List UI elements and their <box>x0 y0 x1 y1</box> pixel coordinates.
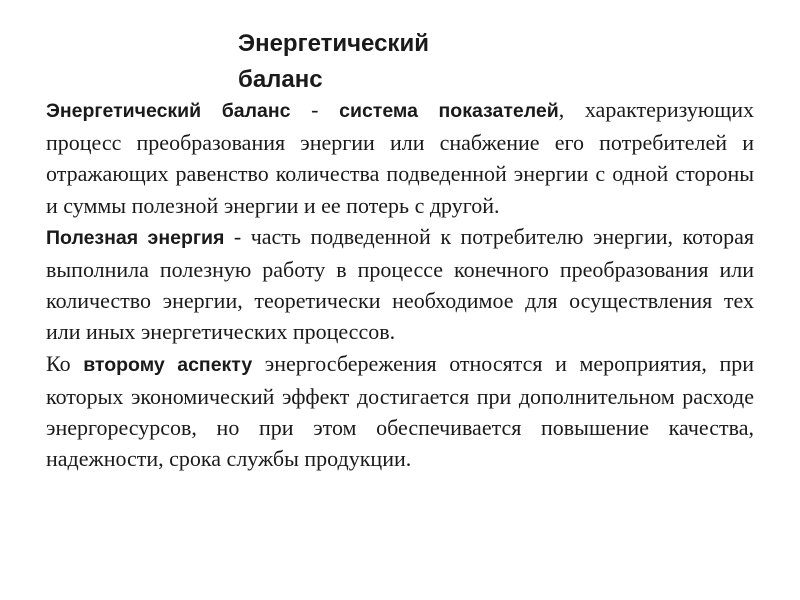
term-indicator-system: система показателей <box>339 100 559 122</box>
term-useful-energy: Полезная энергия <box>46 226 225 249</box>
term-second-aspect: второму аспекту <box>83 353 253 376</box>
definition-second-aspect: энергосбережения относятся и мероприятия, при которых экономический эффект достигается при дополнительном расходе энергоресурсов, но при этом обеспечивается повышение качества, надежности, срока службы продукции. <box>46 350 754 472</box>
paragraph-energy-balance <box>46 94 754 221</box>
lead-text: Ко <box>46 350 84 376</box>
term-energy-balance: Энергетический баланс <box>46 100 291 122</box>
definition-useful-energy: - часть подведенной к потребителю энергии, которая выполнила полезную работу в процессе конечного преобразования или количество энергии, теоретически необходимое для осуществления тех или иных энергетических процессов. <box>46 223 754 345</box>
separator: - <box>290 97 340 122</box>
definition-energy-balance: , характеризующих процесс преобразования энергии или снабжение его потребителей и отражающих равенство количества подведенной энергии с одной стороны и суммы полезной энергии и ее потерь с другой. <box>46 97 755 218</box>
paragraph-second-aspect <box>46 348 754 475</box>
slide-body <box>46 94 754 474</box>
paragraph-useful-energy <box>46 221 754 348</box>
slide-title: Энергетический баланс <box>238 30 429 93</box>
